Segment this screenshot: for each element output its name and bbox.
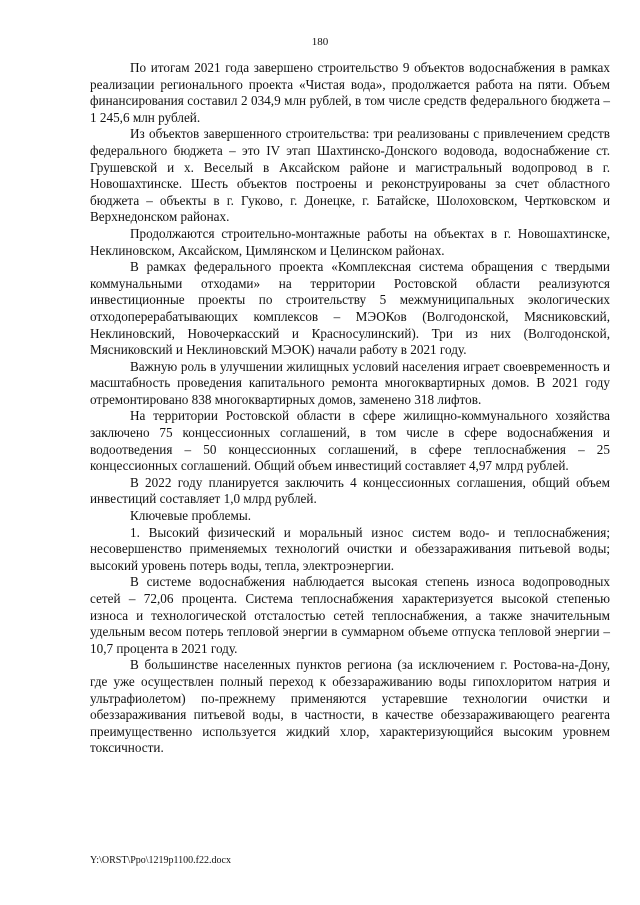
page-number: 180 <box>311 36 329 48</box>
paragraph-network-wear: В системе водоснабжения наблюдается высокая степень износа водопроводных сетей – 72,06 процента. Система теплоснабжения характеризуется высокой степенью износа и технологической отсталостью сетей теплоснабжения, а также значительным удельным весом потерь тепловой энергии в суммарном объеме отпуска тепловой энергии – 10,7 процента в 2021 году. <box>90 574 610 656</box>
paragraph-ongoing-works: Продолжаются строительно-монтажные работы на объектах в г. Новошахтинске, Неклиновском, Аксайском, Цимлянском и Целинском районах. <box>90 225 610 258</box>
paragraph-chistaya-voda: По итогам 2021 года завершено строительство 9 объектов водоснабжения в рамках реализации регионального проекта «Чистая вода», продолжается работа на пяти. Объем финансирования составил 2 034,9 млн рублей, в том числе средств федерального бюджета – 1 245,6 млн рублей. <box>90 60 610 125</box>
paragraph-waste-management: В рамках федерального проекта «Комплексная система обращения с твердыми коммунальными отходами» на территории Ростовской области реализуются инвестиционные проекты по строительству 5 межмуниципальных экологических отходоперерабатывающих комплексов – МЭОКов (Волгодонской, Мясниковский, Неклиновский, Новочеркасский и Красносулинский). Три из них (Волгодонской, Мясниковский и Неклиновский МЭОК) начали работу в 2021 году. <box>90 259 610 358</box>
paragraph-concessions-2022: В 2022 году планируется заключить 4 концессионных соглашения, общий объем инвестиций составляет 1,0 млрд рублей. <box>90 474 610 507</box>
file-path-footer: Y:\ORST\Ppo\1219p1100.f22.docx <box>90 855 231 866</box>
paragraph-concessions: На территории Ростовской области в сфере жилищно-коммунального хозяйства заключено 75 концессионных соглашений, в том числе в сфере водоснабжения и водоотведения – 50 концессионных соглашений, в сфере теплоснабжения – 25 концессионных соглашений. Общий объем инвестиций составляет 4,97 млрд рублей. <box>90 408 610 474</box>
key-problems-heading: Ключевые проблемы. <box>130 508 252 524</box>
document-body <box>90 60 610 757</box>
paragraph-water-treatment: В большинстве населенных пунктов региона (за исключением г. Ростова-на-Дону, где уже осуществлен полный переход к обеззараживанию воды гипохлоритом натрия и ультрафиолетом) по-прежнему применяются устаревшие технологии очистки и обеззараживания питьевой воды, в частности, в качестве обеззараживающего реагента преимущественно используется жидкий хлор, характеризующийся высоким уровнем токсичности. <box>90 657 610 756</box>
paragraph-problem-1: 1. Высокий физический и моральный износ систем водо- и теплоснабжения; несовершенство применяемых технологий очистки и обеззараживания питьевой воды; высокий уровень потерь воды, тепла, электроэнергии. <box>90 524 610 573</box>
paragraph-housing-repair: Важную роль в улучшении жилищных условий населения играет своевременность и масштабность проведения капитального ремонта многоквартирных домов. В 2021 году отремонтировано 838 многоквартирных домов, заменено 318 лифтов. <box>90 358 610 407</box>
paragraph-completed-objects: Из объектов завершенного строительства: три реализованы с привлечением средств федерального бюджета – это IV этап Шахтинско-Донского водовода, водоснабжение ст. Грушевской и х. Веселый в Аксайском районе и магистральный водопровод в г. Новошахтинске. Шесть объектов построены и реконструированы за счет областного бюджета – объекты в г. Гуково, г. Донецке, г. Батайске, Шолоховском, Чертковском и Верхнедонском районах. <box>90 126 610 225</box>
